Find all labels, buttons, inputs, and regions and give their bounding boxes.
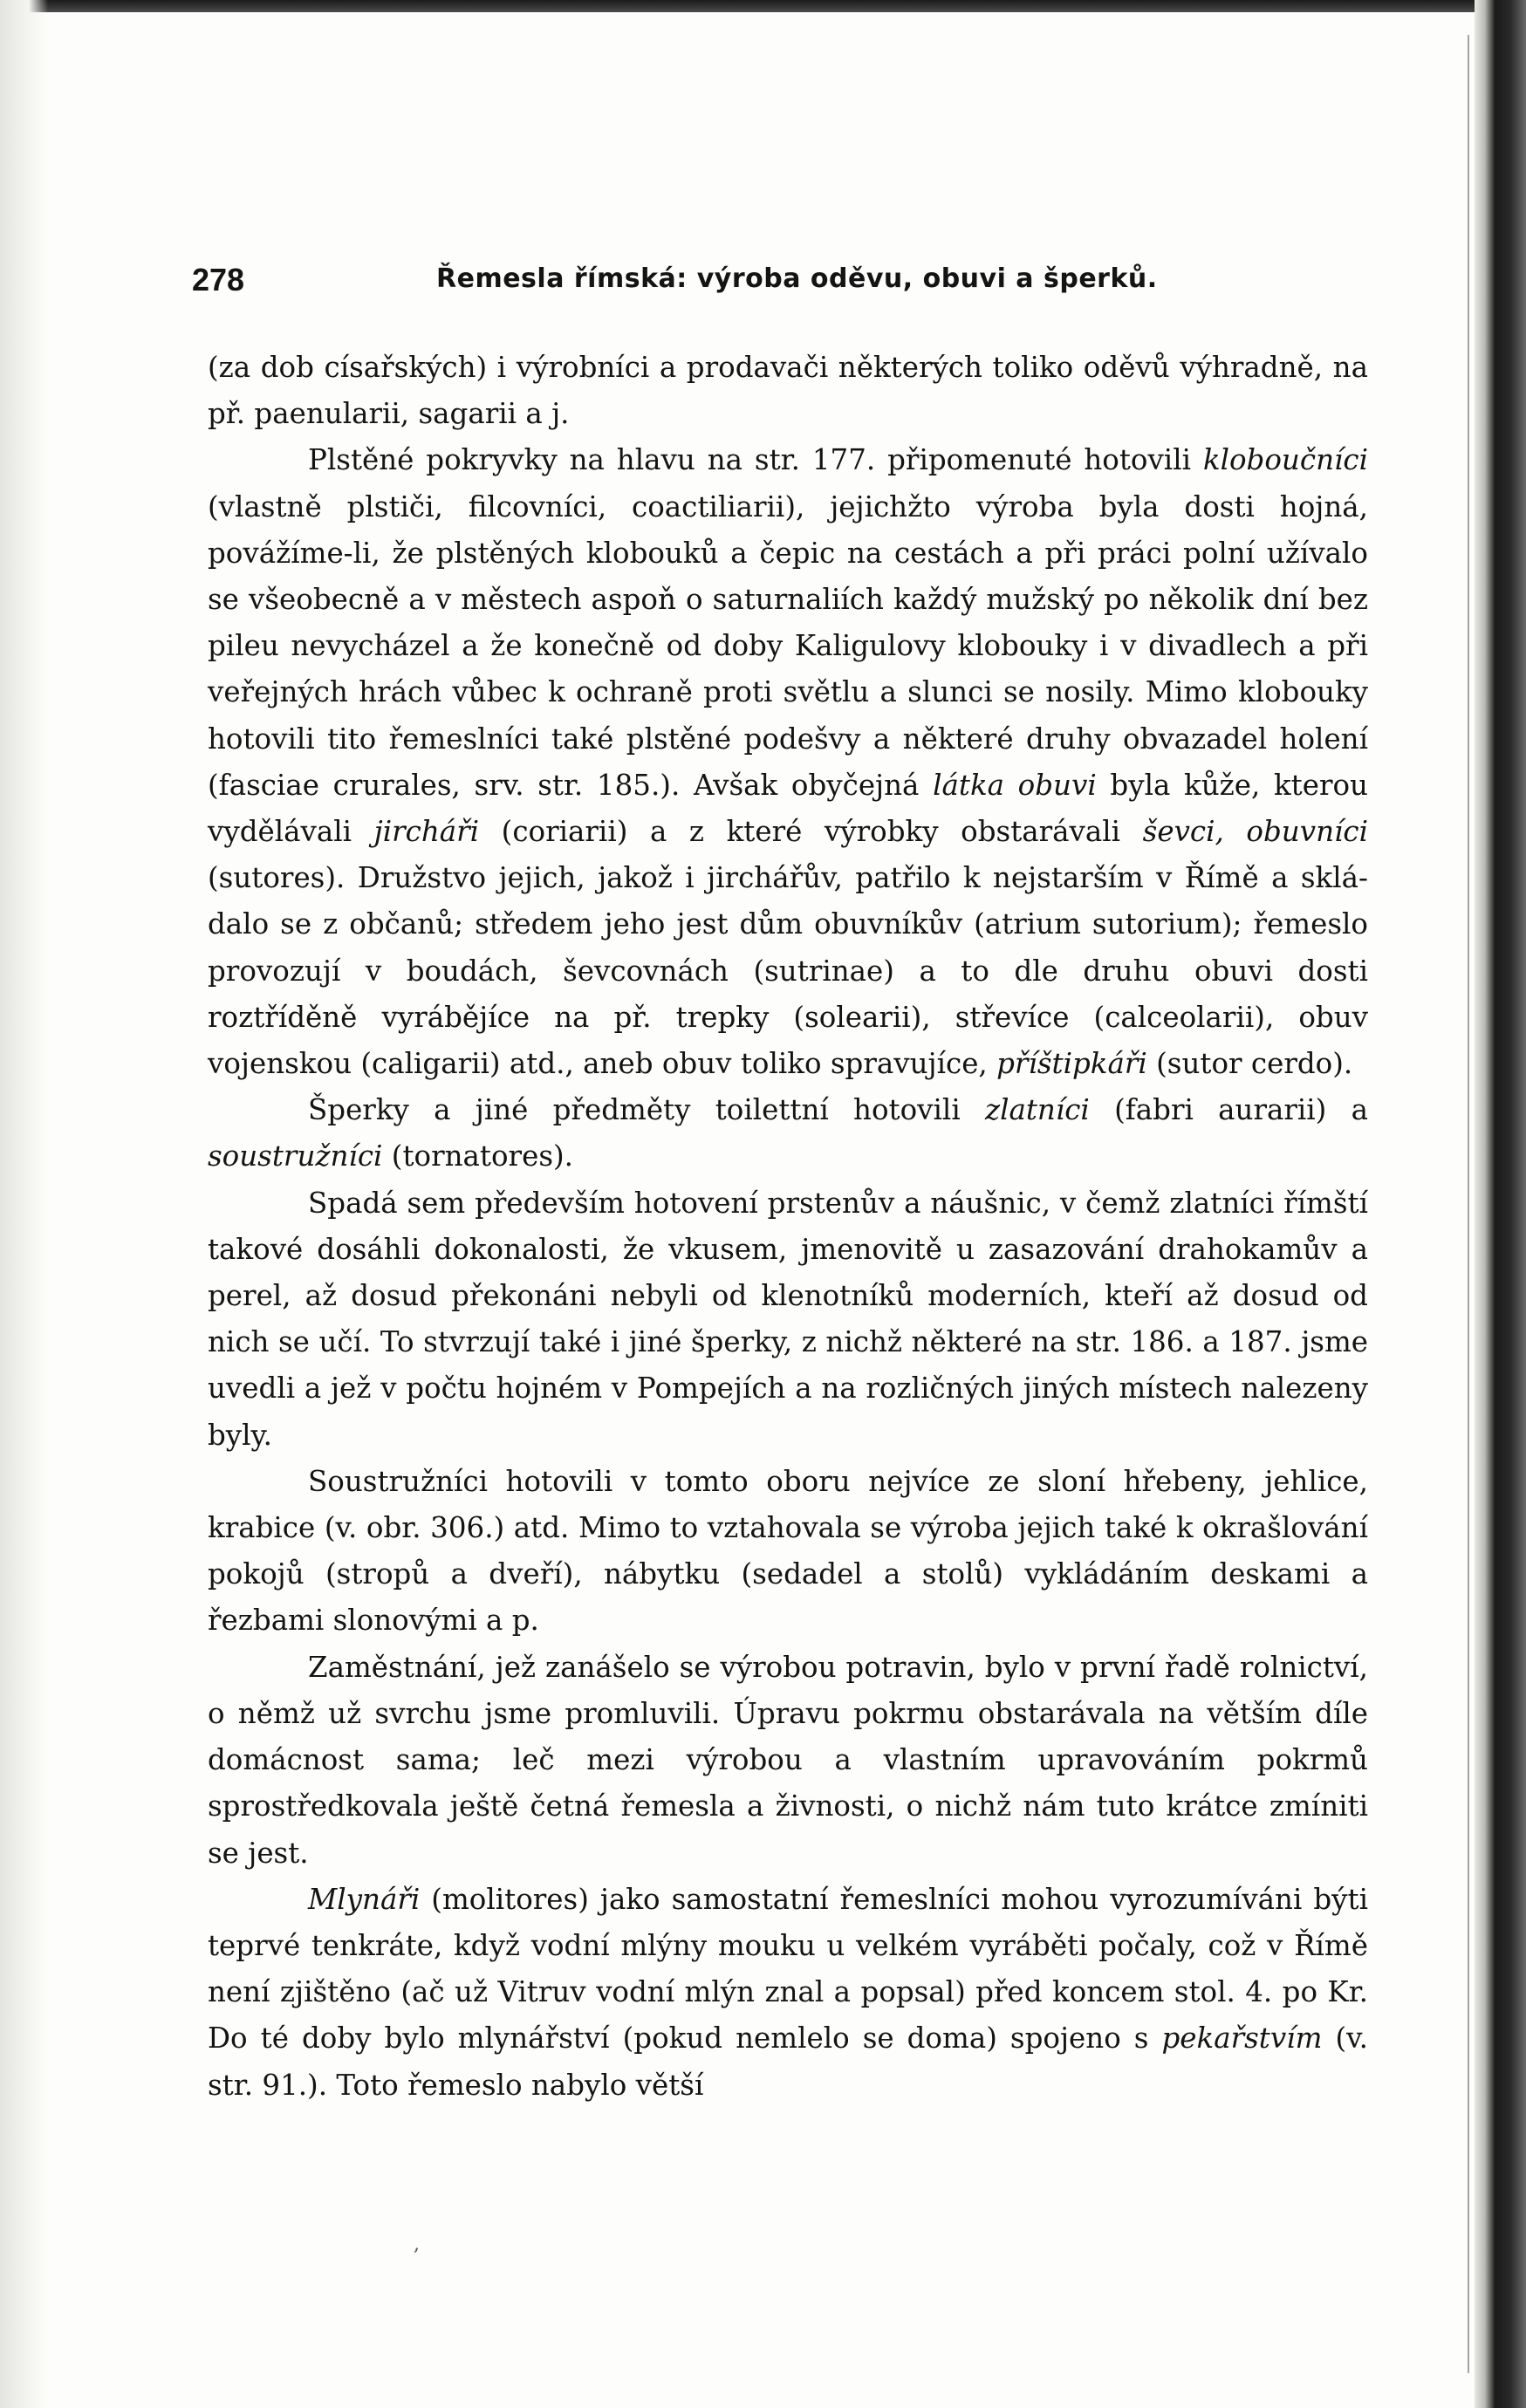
text-run: (vlastně plstiči, filcovníci, coactiliarii), jejichžto výroba byla dosti hojná, povážíme-li, že plstěných klobouků a čepic na cestách a při práci polní užívalo se všeobecně a v městech aspoň o saturnaliích každý mužský po několik dní bez pileu nevycházel a že konečně od doby Kaligulovy klobouky i v divadlech a při veřejných hrách vůbec k ochraně proti světlu a slunci se nosily. Mimo klobouky hotovili tito řemeslníci také plstěné podešvy a některé druhy obvazadel holení (fasciae crurales, srv. str. 185.). Avšak obyčejná [208,489,1368,802]
scan-top-edge [0,0,1526,12]
paragraph [208,1645,1368,1877]
italic-term: ševci, obuvníci [1142,815,1369,849]
text-run: byla kůže, kterou vydělávali [208,768,1368,849]
text-run: (sutores). Družstvo jejich, jakož i jirchářův, patřilo k nejstarším v Římě a skládalo se z občanů; středem jeho jest dům obuvníkův (atrium sutorium); řemeslo provozují v boudách, ševcovnách (sutrinae) a to dle druhu obuvi dosti roztříděně vyrábějíce na př. trepky (solearii), střevíce (calceolarii), obuv vojenskou (caligarii) atd., aneb obuv toliko spravujíce, [208,861,1368,1081]
paragraph [208,1180,1368,1459]
italic-term: soustružníci [208,1139,383,1173]
text-run: Soustružníci hotovili v tomto oboru nejvíce ze sloní hřebeny, jehlice, krabice (v. obr. 306.) atd. Mimo to vztahovala se výroba jejich také k okrašlování pokojů (stropů a dveří), nábytku (sedadel a stolů) vykládáním deskami a řezbami slonovými a p. [208,1464,1368,1638]
paragraph [208,437,1368,1087]
italic-term: jircháři [373,815,480,849]
text-run: (tornatores). [382,1139,574,1173]
scan-left-shade [0,0,48,2408]
italic-term: látka obuvi [933,768,1097,802]
text-run: Plstěné pokryvky na hlavu na str. 177. připomenuté hotovili [308,443,1203,477]
paragraph [208,1087,1368,1180]
text-run: (v. str. 91.). Toto řemeslo nabylo větší [208,2021,1368,2102]
text-run: (coriarii) a z které výrobky obstarávali [479,815,1143,849]
italic-term: Mlynáři [308,1882,421,1916]
paragraph [208,345,1368,437]
text-run: (za dob císařských) i výrobníci a prodavači některých toliko oděvů výhradně, na př. paenularii, sagarii a j. [208,351,1368,431]
scan-gutter [1475,0,1526,2408]
stray-mark: , [414,2234,420,2255]
text-run: (fabri aurarii) a [1089,1093,1368,1127]
italic-term: kloboučníci [1202,443,1368,477]
body-text [208,345,1368,2109]
paragraph [208,1877,1368,2109]
text-run: (molitores) jako samostatní řemeslníci mohou vyrozumíváni býti teprvé tenkráte, když vodní mlýny mouku u velkém vyráběti počaly, což v Římě není zjištěno (ač už Vitruv vodní mlýn znal a popsal) před koncem stol. 4. po Kr. Do té doby bylo mlynářství (pokud nemlelo se doma) spojeno s [208,1882,1368,2056]
text-run: Zaměstnání, jež zanášelo se výrobou potravin, bylo v první řadě rolnictví, o němž už svrchu jsme promluvili. Úpravu pokrmu obstarávala na větším díle domácnost sama; leč mezi výrobou a vlastním upravováním pokrmů sprostředkovala ještě četná řemesla a živnosti, o nichž nám tuto krátce zmíniti se jest. [208,1650,1368,1870]
italic-term: pekařstvím [1161,2021,1323,2056]
text-run: Spadá sem především hotovení prstenův a náušnic, v čemž zlatníci římští takové dosáhli dokonalosti, že vkusem, jmenovitě u zasazování drahokamův a perel, až dosud překonáni nebyli od klenotníků moderních, kteří až dosud od nich se učí. To stvrzují také i jiné šperky, z nichž některé na str. 186. a 187. jsme uvedli a jež v počtu hojném v Pompejích a na rozličných jiných místech nalezeny byly. [208,1186,1368,1452]
italic-term: zlatníci [984,1093,1090,1127]
running-head: Řemesla římská: výroba oděvu, obuvi a šperků. [436,263,1158,294]
italic-term: příštipkáři [996,1047,1147,1081]
text-run: Šperky a jiné předměty toilettní hotovili [308,1093,985,1127]
scan-gutter-line [1468,35,1469,2373]
text-run: (sutor cerdo). [1146,1047,1353,1081]
page-number: 278 [192,262,245,298]
page-header [192,262,1374,305]
paragraph [208,1459,1368,1645]
